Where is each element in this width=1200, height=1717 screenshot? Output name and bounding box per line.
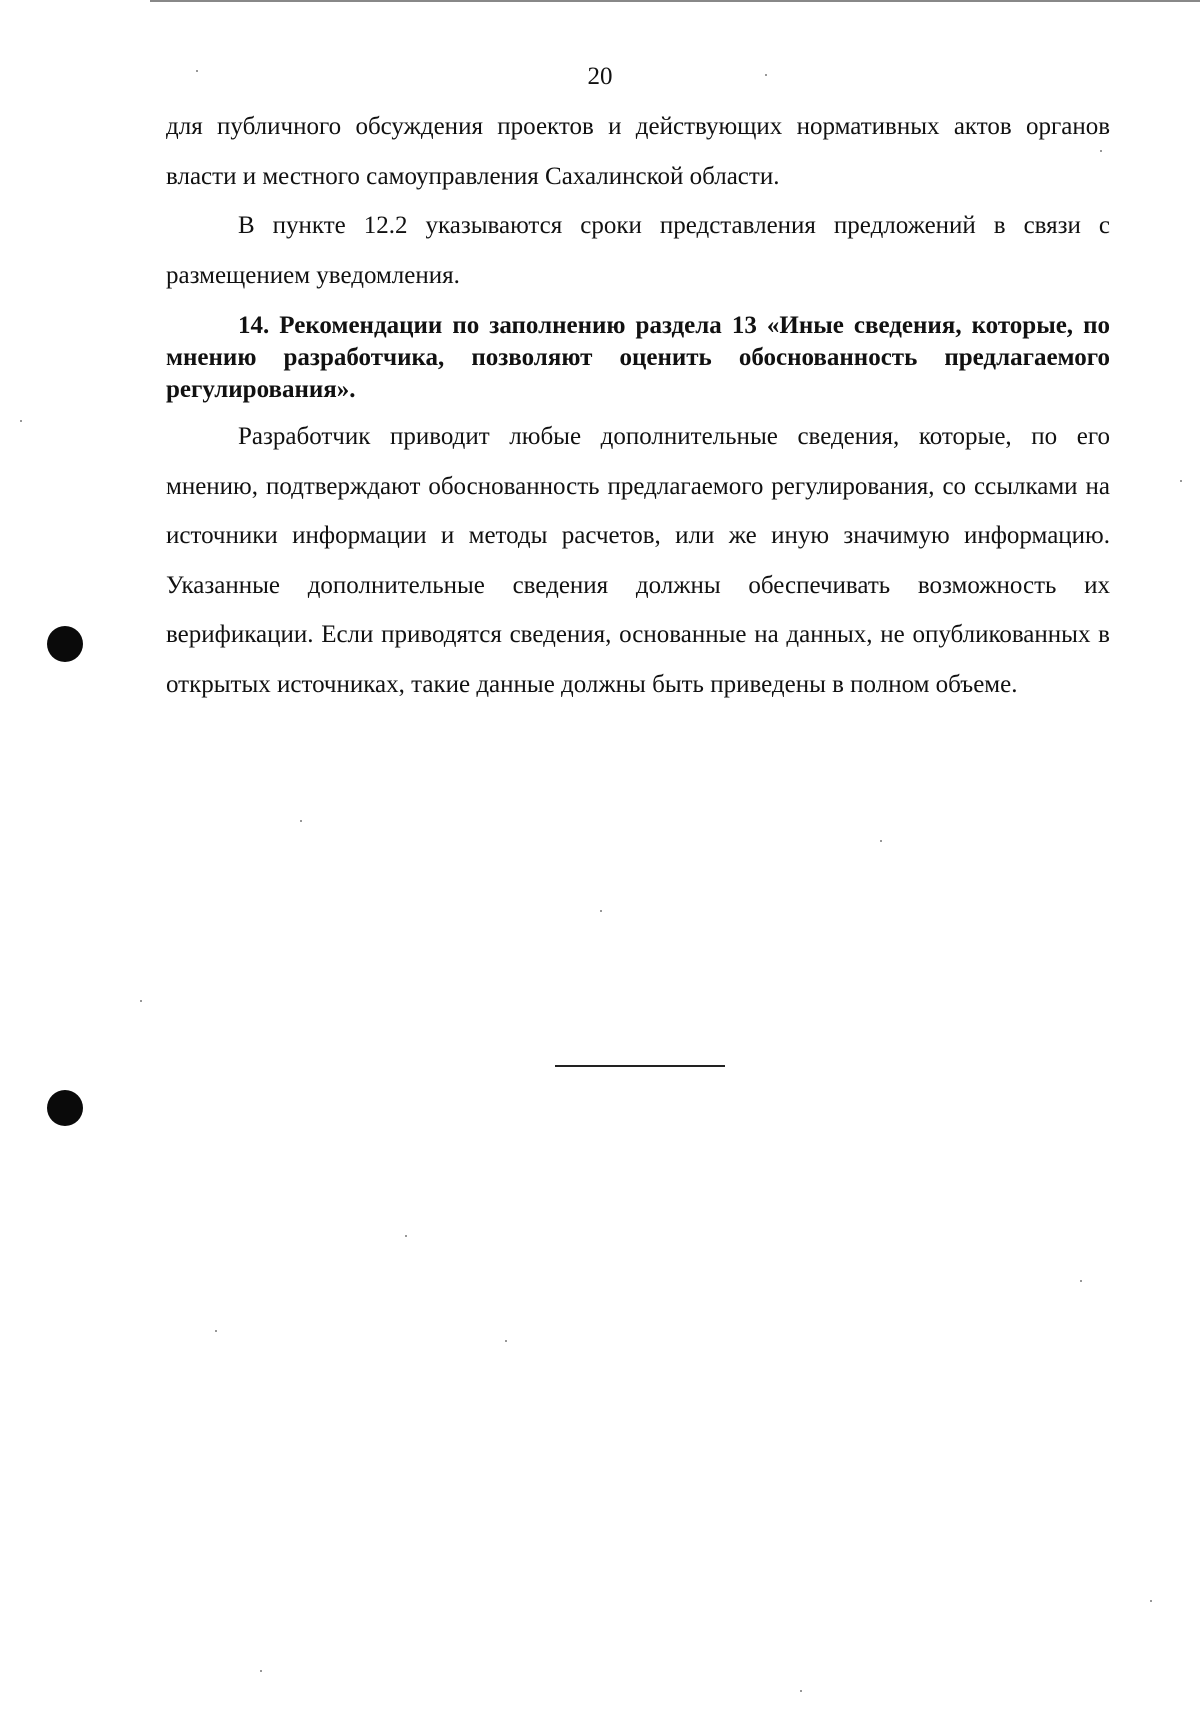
scan-speck (505, 1340, 507, 1342)
scan-speck (140, 1000, 142, 1002)
punch-hole-lower (47, 1090, 83, 1126)
document-body (166, 102, 1110, 709)
paragraph-developer-info: Разработчик приводит любые дополнительные сведения, которые, по его мнению, подтверждают обоснованность предлагаемого регулирования, со ссылками на источники информации и методы расчетов, или же иную значимую информацию. Указанные дополнительные сведения должны обеспечивать возможность их верификации. Если приводятся сведения, основанные на данных, не опубликованных в открытых источниках, такие данные должны быть приведены в полном объеме. (166, 423, 1110, 698)
section-heading-14: 14. Рекомендации по заполнению раздела 13 «Иные сведения, которые, по мнению разработчика, позволяют оценить обоснованность предлагаемого регулирования». (166, 312, 1110, 403)
scan-speck (260, 1670, 262, 1672)
scan-speck (1180, 480, 1182, 482)
scan-speck (600, 910, 602, 912)
end-divider-line (555, 1065, 725, 1067)
page-number: 20 (587, 63, 613, 90)
scan-speck (800, 1690, 802, 1692)
paragraph-continuation: для публичного обсуждения проектов и действующих нормативных актов органов власти и местного самоуправления Сахалинской области. (166, 113, 1110, 190)
scan-speck (1100, 150, 1102, 152)
paragraph-item-12-2: В пункте 12.2 указываются сроки представления предложений в связи с размещением уведомления. (166, 212, 1110, 289)
scan-speck (405, 1235, 407, 1237)
scan-top-edge (150, 0, 1200, 2)
scan-speck (765, 74, 767, 76)
scan-speck (215, 1330, 217, 1332)
scan-speck (300, 820, 302, 822)
scan-speck (1080, 1280, 1082, 1282)
scan-speck (196, 70, 198, 72)
punch-hole-upper (47, 626, 83, 662)
scan-speck (1150, 1600, 1152, 1602)
scan-speck (880, 840, 882, 842)
scan-speck (20, 420, 22, 422)
